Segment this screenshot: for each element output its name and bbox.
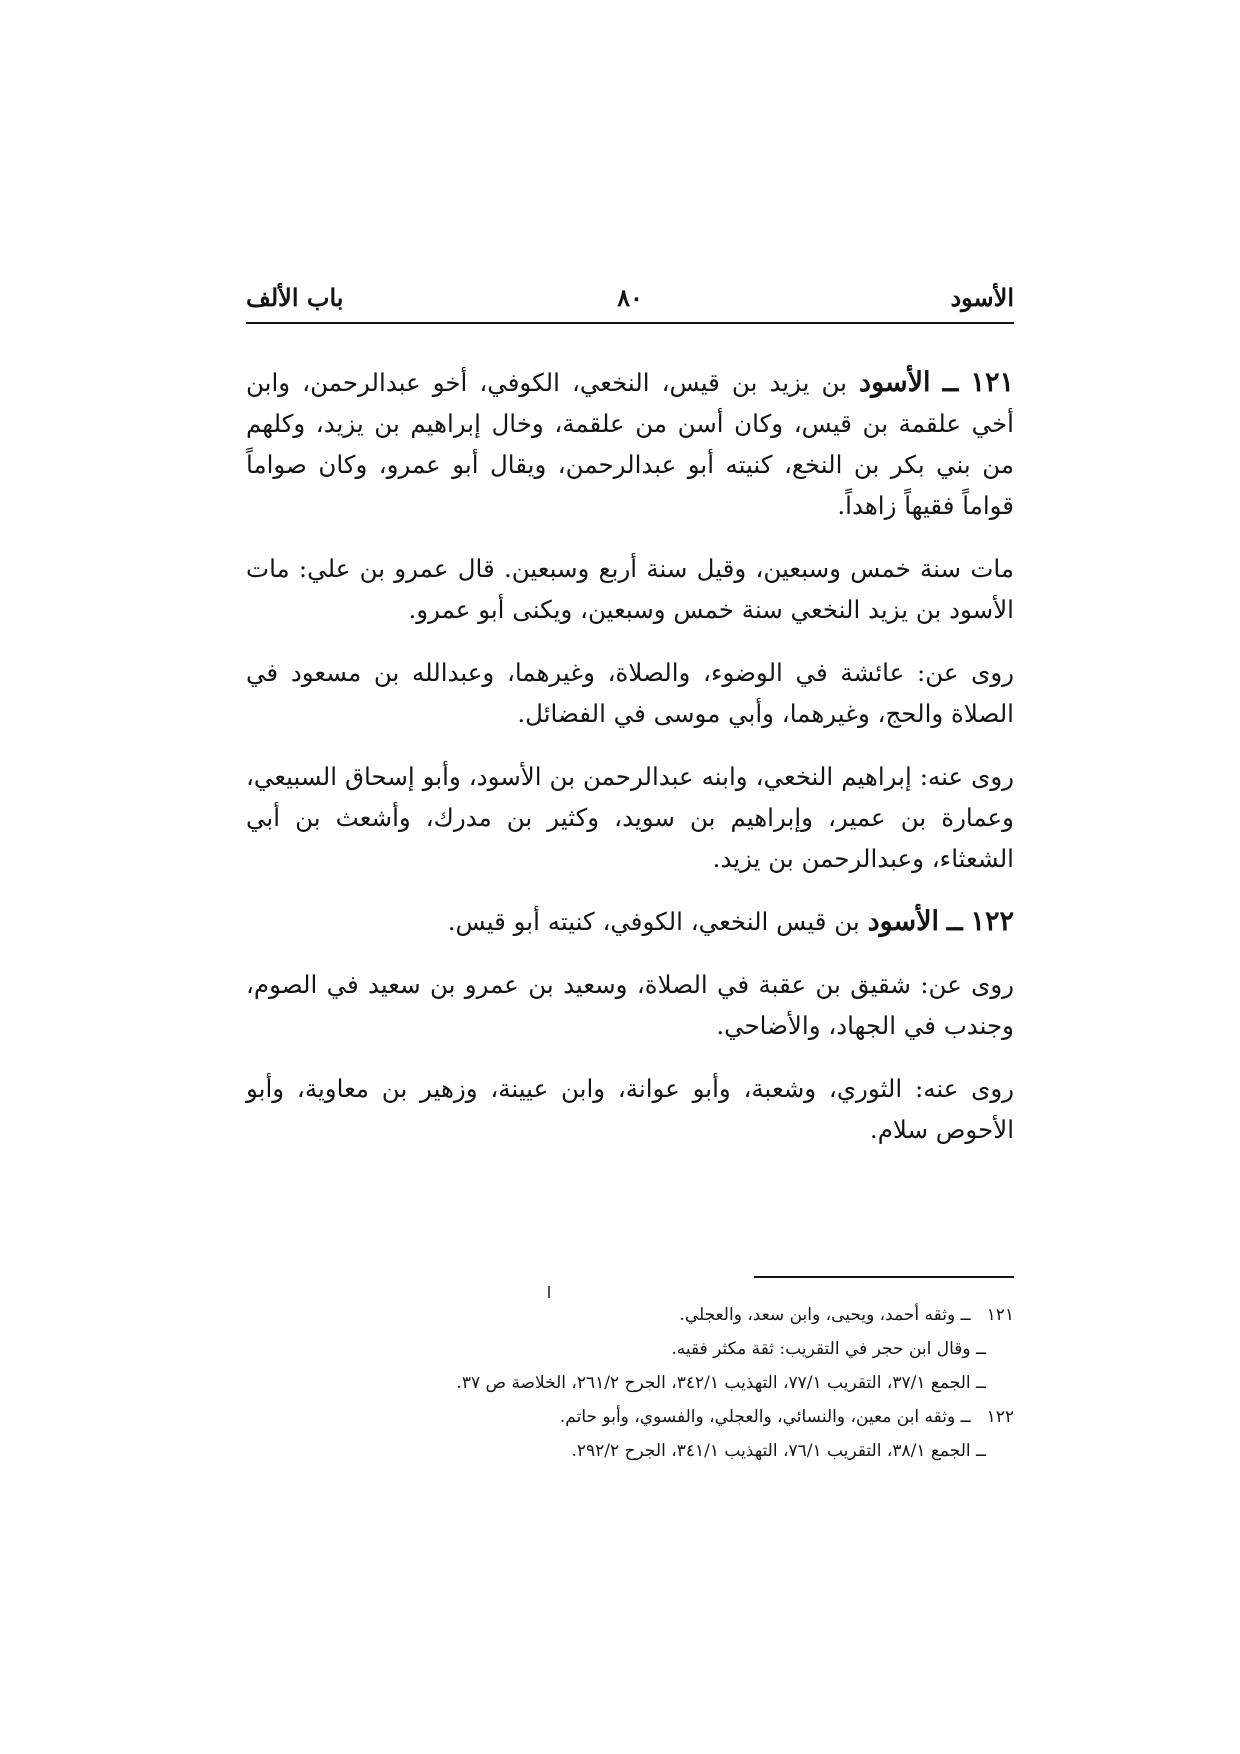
footnote-text: ــ وقال ابن حجر في التقريب: ثقة مكثر فقيه. [671, 1339, 986, 1359]
entry-121-narrated-from: روى عن: عائشة في الوضوء، والصلاة، وغيرهما، وعبدالله بن مسعود في الصلاة والحج، وغيرهما، وأبي موسى في الفضائل. [246, 658, 1014, 728]
footnote-line [246, 1366, 1014, 1400]
footnote-number: ١٢٢ [986, 1407, 1014, 1427]
entry-121-number: ١٢١ [970, 367, 1015, 398]
entry-122-narrated-from: روى عن: شقيق بن عقبة في الصلاة، وسعيد بن عمرو بن سعيد في الصوم، وجندب في الجهاد، والأضاحي. [246, 970, 1014, 1040]
entry-121-name: الأسود [859, 367, 931, 398]
entry-122-dash: ــ [946, 906, 963, 937]
page-number: ٨٠ [617, 283, 643, 312]
footnote-separator [754, 1276, 1014, 1278]
entry-121-death: مات سنة خمس وسبعين، وقيل سنة أربع وسبعين. قال عمرو بن علي: مات الأسود بن يزيد النخعي سنة خمس وسبعين، ويكنى أبو عمرو. [246, 554, 1014, 624]
footnote-text: ــ الجمع ٣٨/١، التقريب ٧٦/١، التهذيب ٣٤١/١، الجرح ٢٩٢/٢. [571, 1441, 986, 1461]
footnote-text: ــ الجمع ٣٧/١، التقريب ٧٧/١، التهذيب ٣٤٢/١، الجرح ٢٦١/٢، الخلاصة ص ٣٧. [456, 1373, 986, 1393]
footnote-line [246, 1434, 1014, 1468]
header-chapter-title: باب الألف [246, 283, 344, 312]
footnote-line [246, 1400, 1014, 1434]
entry-121-dash: ــ [942, 367, 959, 398]
footnote-text: ــ وثقه أحمد، ويحيى، وابن سعد، والعجلي. [679, 1305, 971, 1325]
footnotes [246, 1298, 1014, 1468]
entry-121-paragraph-1 [246, 362, 1014, 526]
footnote-line [246, 1298, 1014, 1332]
entry-122-narrators: روى عنه: الثوري، وشعبة، وأبو عوانة، وابن عيينة، وزهير بن معاوية، وأبو الأحوص سلام. [246, 1074, 1014, 1144]
footnote-tick-mark [548, 1286, 550, 1298]
running-header [246, 283, 1014, 323]
main-text [246, 362, 1014, 1172]
footnote-text: ــ وثقه ابن معين، والنسائي، والعجلي، والفسوي، وأبو حاتم. [559, 1407, 971, 1427]
header-entry-word: الأسود [950, 283, 1014, 312]
header-rule [246, 322, 1014, 324]
entry-121-text: بن يزيد بن قيس، النخعي، الكوفي، أخو عبدالرحمن، وابن أخي علقمة بن قيس، وكان أسن من علقمة، وخال إبراهيم بن يزيد، وكلهم من بني بكر بن النخع، كنيته أبو عبدالرحمن، ويقال أبو عمرو، وكان صواماً قواماً فقيهاً زاهداً. [246, 368, 1014, 520]
entry-122-name: الأسود [867, 906, 940, 937]
entry-122-number: ١٢٢ [970, 906, 1014, 937]
footnote-number: ١٢١ [986, 1305, 1014, 1325]
footnote-line [246, 1332, 1014, 1366]
entry-122-text: بن قيس النخعي، الكوفي، كنيته أبو قيس. [447, 907, 860, 936]
entry-122-paragraph-1 [246, 901, 1014, 942]
entry-121-narrators: روى عنه: إبراهيم النخعي، وابنه عبدالرحمن بن الأسود، وأبو إسحاق السبيعي، وعمارة بن عمير، وإبراهيم بن سويد، وكثير بن مدرك، وأشعث بن أبي الشعثاء، وعبدالرحمن بن يزيد. [246, 762, 1014, 873]
